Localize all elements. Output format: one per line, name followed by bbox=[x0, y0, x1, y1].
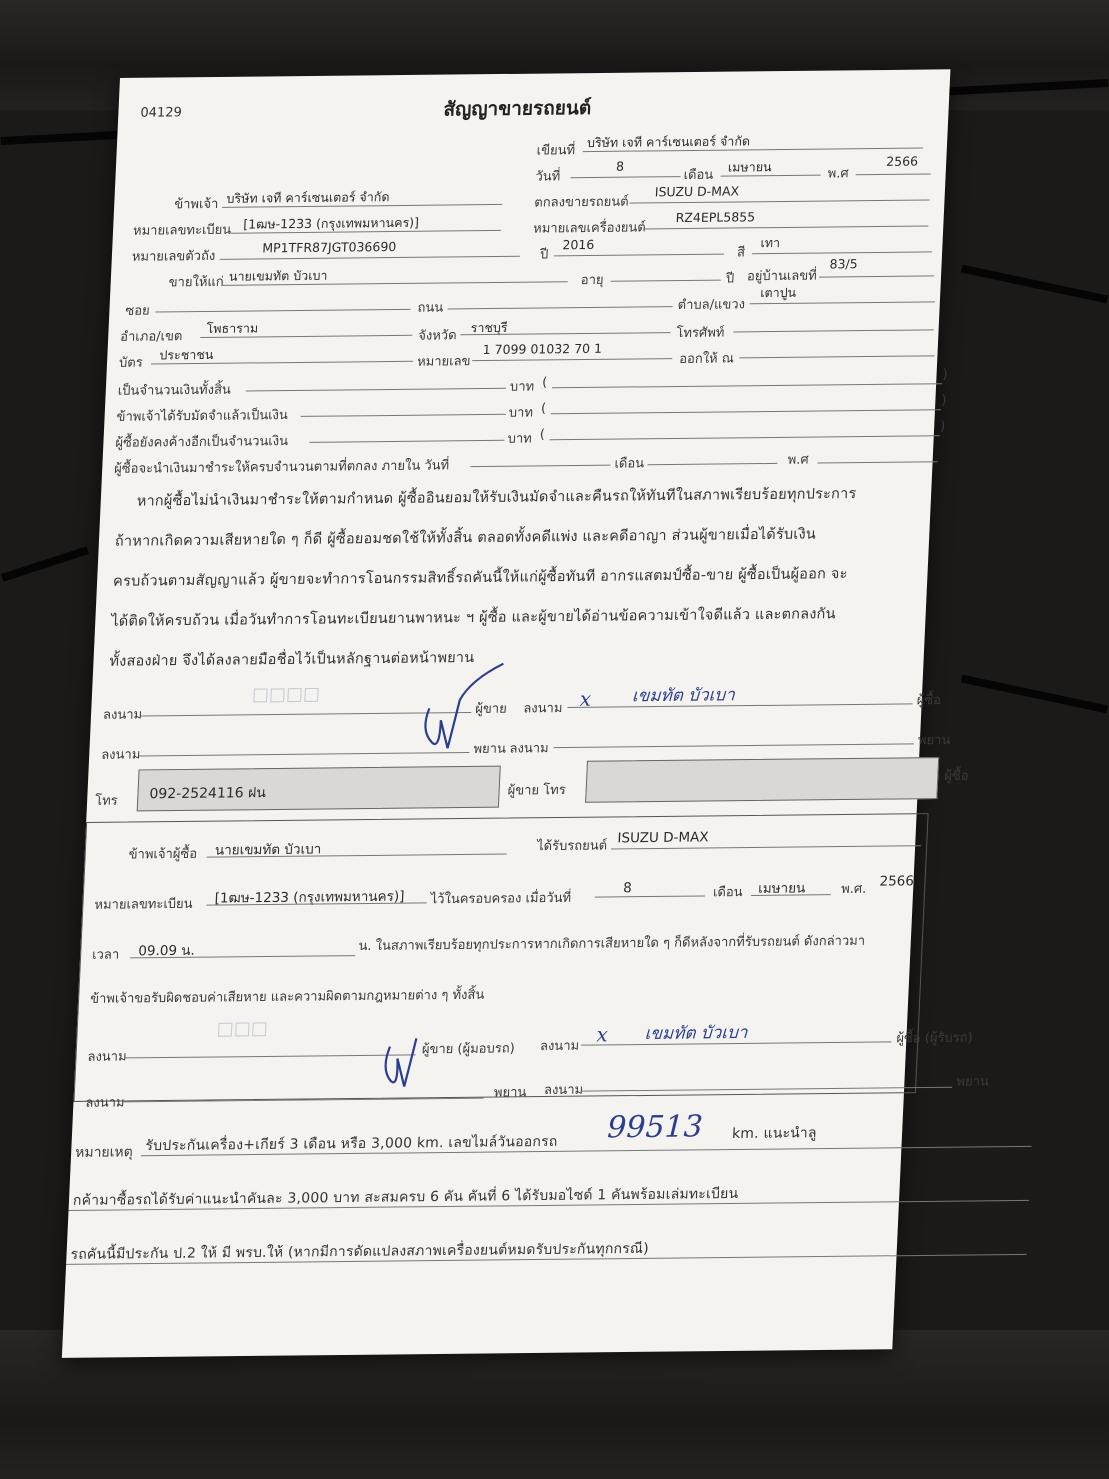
receipt-plate: [1ฒษ-1233 (กรุงเทพมหานคร)] bbox=[214, 888, 405, 907]
sell-to-label: ขายให้แก่ bbox=[168, 274, 225, 291]
document-title: สัญญาขายรถยนต์ bbox=[443, 97, 592, 121]
receipt-time: 09.09 น. bbox=[137, 942, 196, 960]
receipt-witness-2: พยาน bbox=[956, 1074, 990, 1090]
remarks-line-1-tail: km. แนะนำลู bbox=[731, 1125, 818, 1143]
receipt-sign-label-3: ลงนาม bbox=[85, 1095, 125, 1111]
receipt-month: เมษายน bbox=[757, 880, 806, 897]
underline bbox=[819, 275, 934, 277]
receipt-sign-label: ลงนาม bbox=[87, 1049, 127, 1065]
date-day: 8 bbox=[615, 158, 625, 174]
receipt-car: ISUZU D-MAX bbox=[617, 829, 709, 847]
house-label: อยู่บ้านเลขที่ bbox=[746, 268, 818, 285]
chassis-label: หมายเลขตัวถัง bbox=[131, 248, 216, 265]
terms-line-1: หากผู้ซื้อไม่นำเงินมาชำระให้ตามกำหนด ผู้ซื้ออินยอมให้รับเงินมัดจำและคืนรถให้ทันทีในสภาพเรียบร้อยทุกประการ bbox=[136, 486, 857, 510]
receipt-witness: พยาน bbox=[493, 1085, 527, 1101]
receipt-month-label: เดือน bbox=[712, 885, 743, 901]
district-value: โพธาราม bbox=[206, 320, 259, 336]
written-at-value: บริษัท เจที คาร์เซนเตอร์ จำกัด bbox=[586, 133, 751, 151]
due-year-label: พ.ศ bbox=[787, 452, 809, 468]
plate-label: หมายเลขทะเบียน bbox=[132, 222, 232, 239]
receipt-sign-label-4: ลงนาม bbox=[543, 1082, 584, 1099]
receipt-mark-x: x bbox=[596, 1022, 609, 1047]
contract-paper bbox=[62, 69, 990, 1358]
province-value: ราชบุรี bbox=[470, 319, 508, 336]
seller-name: บริษัท เจที คาร์เซนเตอร์ จำกัด bbox=[226, 189, 390, 206]
underline bbox=[733, 329, 933, 332]
vehicle-year-label: ปี bbox=[539, 247, 549, 263]
faded-stamp: □□□□ bbox=[251, 683, 321, 706]
sign-label-witness-2: ลงนาม bbox=[509, 741, 549, 757]
phone-label: โทร bbox=[94, 793, 119, 809]
underline bbox=[567, 703, 912, 708]
underline bbox=[647, 463, 777, 465]
vehicle-year: 2016 bbox=[562, 236, 595, 253]
paren-close: ) bbox=[942, 367, 948, 383]
receipt-plate-label: หมายเลขทะเบียน bbox=[94, 896, 193, 913]
underline bbox=[818, 461, 938, 463]
underline bbox=[220, 256, 520, 260]
paren-open: ( bbox=[541, 375, 548, 391]
receipt-buyer-name: นายเขมทัต บัวเบา bbox=[214, 841, 322, 859]
receipt-sign-label-2: ลงนาม bbox=[539, 1038, 580, 1055]
due-month-label: เดือน bbox=[614, 456, 645, 472]
paren-open: ( bbox=[539, 427, 546, 443]
terms-line-2: ถ้าหากเกิดความเสียหายใด ๆ ก็ดี ผู้ซื้อยอมชดใช้ให้ทั้งสิ้น ตลอดทั้งคดีแพ่ง และคดีอาญา ส่วนผู้ขายเมื่อได้รับเงิน bbox=[114, 526, 817, 550]
paren-close: ) bbox=[941, 393, 947, 409]
date-month: เมษายน bbox=[727, 159, 772, 175]
age-label: อายุ bbox=[580, 272, 604, 289]
due-label: ผู้ซื้อจะนำเงินมาชำระให้ครบจำนวนตามที่ตกลง ภายใน วันที่ bbox=[113, 458, 450, 477]
mileage-handwritten: 99513 bbox=[606, 1109, 704, 1146]
seller-signature bbox=[409, 659, 524, 760]
underline bbox=[309, 440, 504, 443]
underline bbox=[552, 383, 942, 388]
buyer-name: นายเขมทัต บัวเบา bbox=[228, 267, 328, 284]
terms-line-4: ได้ติดให้ครบถ้วน เมื่อวันทำการโอนทะเบียนยานพาหนะ ฯ ผู้ซื้อ และผู้ขายได้อ่านข้อความเข้าใจดีแล้ว และตกลงกัน bbox=[110, 606, 837, 630]
subdistrict-value: เตาปูน bbox=[759, 284, 797, 301]
underline bbox=[551, 409, 941, 414]
underline bbox=[470, 465, 610, 467]
table-gap-left bbox=[1, 546, 89, 581]
road-label: ถนน bbox=[417, 300, 444, 316]
receipt-text-2: ข้าพเจ้าขอรับผิดชอบค่าเสียหาย และความผิดตามกฎหมายต่าง ๆ ทั้งสิ้น bbox=[89, 987, 485, 1007]
underline bbox=[739, 355, 934, 358]
agree-label: ตกลงขายรถยนต์ bbox=[533, 194, 629, 211]
agree-car: ISUZU D-MAX bbox=[654, 183, 740, 200]
paren-open: ( bbox=[540, 401, 547, 417]
remarks-line-1: รับประกันเครื่อง+เกียร์ 3 เดือน หรือ 3,000 km. เลขไมล์วันออกรถ bbox=[145, 1133, 558, 1155]
mark-x: x bbox=[579, 686, 592, 711]
underline bbox=[629, 199, 929, 203]
deposit-label: ข้าพเจ้าได้รับมัดจำแล้วเป็นเงิน bbox=[116, 408, 289, 425]
underline bbox=[246, 388, 506, 392]
remarks-label: หมายเหตุ bbox=[74, 1144, 134, 1161]
witness-role-2: พยาน bbox=[917, 732, 951, 749]
underline bbox=[643, 225, 928, 229]
district-label: อำเภอ/เขต bbox=[119, 329, 183, 345]
issued-label: ออกให้ ณ bbox=[678, 351, 735, 367]
paren-close: ) bbox=[939, 419, 946, 435]
subdistrict-label: ตำบล/แขวง bbox=[677, 297, 746, 314]
seller-phone-label: ผู้ขาย โทร bbox=[507, 782, 567, 799]
engine-label: หมายเลขเครื่องยนต์ bbox=[532, 220, 647, 237]
remarks-line-2: กค้ามาซื้อรถได้รับค่าแนะนำคันละ 3,000 บาท สะสมครบ 6 คัน คันที่ 6 ได้รับมอไซด์ 1 คันพร้อมเล่มทะเบียน bbox=[72, 1185, 739, 1209]
witness-role: พยาน bbox=[473, 741, 507, 757]
receipt-year-label: พ.ศ. bbox=[840, 881, 867, 898]
underline bbox=[550, 435, 940, 440]
receipt-year: 2566 bbox=[879, 873, 915, 890]
seller-label: ข้าพเจ้า bbox=[173, 196, 219, 213]
terms-line-3: ครบถ้วนตามสัญญาแล้ว ผู้ขายจะทำการโอนกรรมสิทธิ์รถคันนี้ให้แก่ผู้ซื้อทันที อากรแสตมป์ซื้อ-ขาย ผู้ซื้อเป็นผู้ออก จะ bbox=[112, 566, 848, 590]
buyer-handwritten-name: เขมทัต บัวเบา bbox=[631, 685, 736, 707]
receipt-text-1: น. ในสภาพเรียบร้อยทุกประการหากเกิดการเสียหายใด ๆ ก็ดีหลังจากที่รับรถยนต์ ดังกล่าวมา bbox=[358, 933, 866, 955]
document-number: 04129 bbox=[140, 105, 183, 121]
receipt-received-label: ได้รับรถยนต์ bbox=[536, 838, 608, 855]
faded-stamp-2: □□□ bbox=[216, 1017, 269, 1040]
remain-label: ผู้ซื้อยังคงค้างอีกเป็นจำนวนเงิน bbox=[115, 434, 289, 451]
sign-label-witness: ลงนาม bbox=[100, 747, 141, 763]
buyer-sign-role: ผู้ซื้อ bbox=[916, 693, 942, 709]
table-gap-right bbox=[961, 265, 1108, 304]
date-label: วันที่ bbox=[535, 169, 561, 185]
color-value: เทา bbox=[760, 235, 781, 251]
soi-label: ซอย bbox=[125, 303, 151, 319]
remain-baht: บาท bbox=[507, 431, 533, 447]
receipt-time-label: เวลา bbox=[91, 947, 120, 963]
year-label: พ.ศ bbox=[827, 166, 849, 182]
date-year: 2566 bbox=[885, 153, 919, 169]
total-baht: บาท bbox=[509, 379, 535, 395]
age-unit: ปี bbox=[725, 271, 735, 287]
id-label: หมายเลข bbox=[416, 354, 471, 370]
engine-value: RZ4EPL5855 bbox=[675, 209, 756, 226]
receipt-buyer-receive: ผู้ซื้อ (ผู้รับรถ) bbox=[896, 1030, 974, 1047]
table-gap-right-2 bbox=[961, 675, 1108, 714]
seller-sign-role: ผู้ขาย bbox=[474, 701, 508, 717]
receipt-seller-signature bbox=[374, 1018, 448, 1099]
terms-line-5: ทั้งสองฝ่าย จึงได้ลงลายมือชื่อไว้เป็นหลักฐานต่อหน้าพยาน bbox=[109, 649, 475, 670]
buyer-phone-box bbox=[585, 757, 939, 803]
card-label: บัตร bbox=[118, 355, 144, 371]
underline bbox=[448, 306, 673, 309]
underline bbox=[570, 176, 680, 178]
sign-label-seller: ลงนาม bbox=[102, 707, 143, 723]
chassis-value: MP1TFR87JGT036690 bbox=[261, 239, 397, 256]
color-label: สี bbox=[736, 245, 746, 261]
buyer-phone-role: ผู้ซื้อ bbox=[943, 768, 969, 784]
deposit-baht: บาท bbox=[508, 405, 534, 421]
total-label: เป็นจำนวนเงินทั้งสิ้น bbox=[117, 382, 232, 399]
written-at-label: เขียนที่ bbox=[536, 143, 576, 159]
plate-value: [1ฒษ-1233 (กรุงเทพมหานคร)] bbox=[243, 214, 420, 232]
underline bbox=[554, 743, 914, 748]
month-label: เดือน bbox=[683, 167, 714, 184]
house-no: 83/5 bbox=[829, 256, 859, 272]
remarks-line-3: รถคันนี้มีประกัน ป.2 ให้ มี พรบ.ให้ (หากมีการดัดแปลงสภาพเครื่องยนต์หมดรับประกันทุกกรณี) bbox=[70, 1240, 650, 1263]
receipt-buyer-label: ข้าพเจ้าผู้ซื้อ bbox=[128, 846, 198, 863]
underline bbox=[554, 254, 724, 257]
underline bbox=[611, 280, 721, 282]
card-value: ประชาชน bbox=[159, 346, 214, 363]
underline bbox=[155, 309, 410, 313]
id-value: 1 7099 01032 70 1 bbox=[482, 340, 603, 358]
receipt-buyer-handwritten: เขมทัต บัวเบา bbox=[644, 1022, 748, 1044]
underline bbox=[472, 358, 672, 361]
underline bbox=[856, 173, 931, 175]
receipt-possess-label: ไว้ในครอบครอง เมื่อวันที่ bbox=[430, 890, 572, 908]
phone-label: โทรศัพท์ bbox=[676, 325, 725, 342]
province-label: จังหวัด bbox=[417, 328, 457, 344]
receipt-day: 8 bbox=[622, 880, 633, 897]
seller-phone-value: 092-2524116 ฝน bbox=[149, 785, 267, 803]
sign-label-buyer: ลงนาม bbox=[523, 701, 563, 717]
receipt-seller-deliver: ผู้ขาย (ผู้มอบรถ) bbox=[421, 1041, 516, 1058]
underline bbox=[301, 414, 506, 417]
